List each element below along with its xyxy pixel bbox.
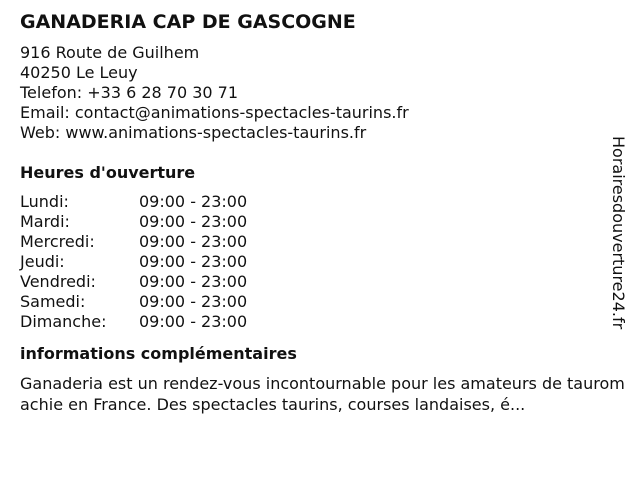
- hours-row-thursday: [20, 252, 620, 272]
- hours-time-value: 09:00 - 23:00: [139, 232, 248, 251]
- address-city: 40250 Le Leuy: [20, 63, 138, 82]
- hours-day-label: Mardi:: [20, 212, 70, 231]
- opening-hours-table: [20, 192, 620, 332]
- hours-row-wednesday: [20, 232, 620, 252]
- email-address: Email: contact@animations-spectacles-taurins.fr: [20, 103, 409, 122]
- hours-time-value: 09:00 - 23:00: [139, 212, 248, 231]
- hours-day-label: Dimanche:: [20, 312, 107, 331]
- address-street: 916 Route de Guilhem: [20, 43, 200, 62]
- hours-day-label: Samedi:: [20, 292, 86, 311]
- business-info: [20, 10, 625, 415]
- hours-row-friday: [20, 272, 620, 292]
- hours-time-value: 09:00 - 23:00: [139, 272, 248, 291]
- hours-row-saturday: [20, 292, 620, 312]
- hours-day-label: Mercredi:: [20, 232, 95, 251]
- hours-row-monday: [20, 192, 620, 212]
- hours-time-value: 09:00 - 23:00: [139, 312, 248, 331]
- hours-row-sunday: [20, 312, 620, 332]
- opening-hours-heading: Heures d'ouverture: [20, 163, 196, 182]
- business-description: Ganaderia est un rendez-vous incontournable pour les amateurs de tauromachie en France. Des spectacles taurins, courses landaises, é...: [20, 374, 625, 414]
- hours-time-value: 09:00 - 23:00: [139, 292, 248, 311]
- hours-day-label: Lundi:: [20, 192, 69, 211]
- hours-row-tuesday: [20, 212, 620, 232]
- phone-number: Telefon: +33 6 28 70 30 71: [20, 83, 239, 102]
- website-address: Web: www.animations-spectacles-taurins.fr: [20, 123, 367, 142]
- business-name: GANADERIA CAP DE GASCOGNE: [20, 11, 356, 33]
- contact-block: [20, 43, 620, 143]
- additional-info-heading: informations complémentaires: [20, 344, 297, 363]
- hours-time-value: 09:00 - 23:00: [139, 252, 248, 271]
- site-watermark: Horairesdouverture24.fr: [609, 136, 628, 330]
- hours-day-label: Jeudi:: [20, 252, 65, 271]
- hours-day-label: Vendredi:: [20, 272, 96, 291]
- hours-time-value: 09:00 - 23:00: [139, 192, 248, 211]
